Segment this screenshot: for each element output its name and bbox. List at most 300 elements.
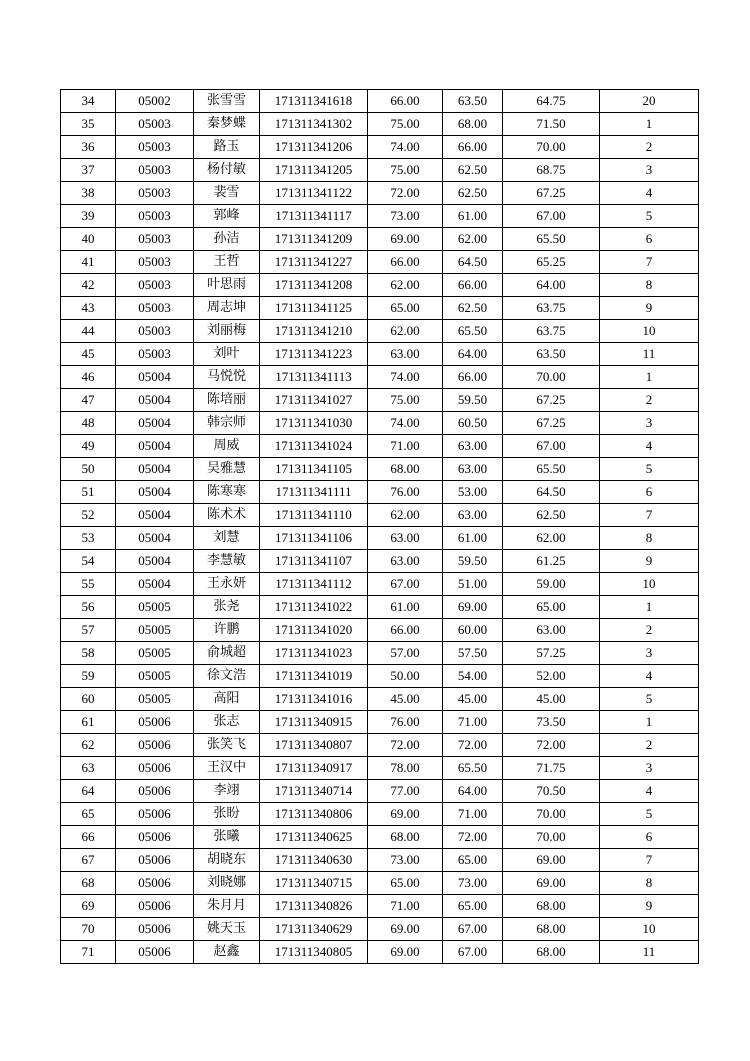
name-cell: 张盼 (194, 803, 260, 826)
seq-number-cell: 38 (61, 182, 116, 205)
written-score-cell: 65.00 (368, 297, 443, 320)
seq-number-cell: 43 (61, 297, 116, 320)
table-row (61, 90, 699, 113)
table-row (61, 159, 699, 182)
table-row (61, 343, 699, 366)
written-score-cell: 74.00 (368, 136, 443, 159)
table-row (61, 251, 699, 274)
total-score-cell: 70.00 (503, 366, 600, 389)
exam-id-cell: 171311341122 (260, 182, 368, 205)
table-row (61, 734, 699, 757)
name-cell: 陈培丽 (194, 389, 260, 412)
table-row (61, 573, 699, 596)
table-row (61, 113, 699, 136)
interview-score-cell: 64.00 (443, 780, 503, 803)
exam-id-cell: 171311341117 (260, 205, 368, 228)
written-score-cell: 69.00 (368, 228, 443, 251)
interview-score-cell: 63.00 (443, 458, 503, 481)
seq-number-cell: 61 (61, 711, 116, 734)
written-score-cell: 75.00 (368, 113, 443, 136)
exam-id-cell: 171311341022 (260, 596, 368, 619)
rank-cell: 4 (600, 182, 699, 205)
table-row (61, 780, 699, 803)
written-score-cell: 68.00 (368, 458, 443, 481)
table-row (61, 435, 699, 458)
total-score-cell: 67.00 (503, 435, 600, 458)
total-score-cell: 64.75 (503, 90, 600, 113)
rank-cell: 3 (600, 757, 699, 780)
rank-cell: 11 (600, 941, 699, 964)
written-score-cell: 75.00 (368, 389, 443, 412)
exam-id-cell: 171311341302 (260, 113, 368, 136)
exam-id-cell: 171311341227 (260, 251, 368, 274)
interview-score-cell: 64.50 (443, 251, 503, 274)
name-cell: 刘晓娜 (194, 872, 260, 895)
rank-cell: 6 (600, 826, 699, 849)
written-score-cell: 73.00 (368, 205, 443, 228)
interview-score-cell: 54.00 (443, 665, 503, 688)
seq-number-cell: 50 (61, 458, 116, 481)
rank-cell: 10 (600, 918, 699, 941)
exam-id-cell: 171311341030 (260, 412, 368, 435)
position-code-cell: 05005 (116, 596, 194, 619)
interview-score-cell: 51.00 (443, 573, 503, 596)
exam-id-cell: 171311341023 (260, 642, 368, 665)
written-score-cell: 63.00 (368, 550, 443, 573)
rank-cell: 10 (600, 573, 699, 596)
rank-cell: 1 (600, 366, 699, 389)
seq-number-cell: 44 (61, 320, 116, 343)
rank-cell: 2 (600, 619, 699, 642)
total-score-cell: 61.25 (503, 550, 600, 573)
interview-score-cell: 72.00 (443, 734, 503, 757)
exam-id-cell: 171311341206 (260, 136, 368, 159)
total-score-cell: 69.00 (503, 849, 600, 872)
rank-cell: 8 (600, 274, 699, 297)
position-code-cell: 05003 (116, 182, 194, 205)
name-cell: 孙洁 (194, 228, 260, 251)
position-code-cell: 05004 (116, 573, 194, 596)
exam-id-cell: 171311341106 (260, 527, 368, 550)
table-row (61, 596, 699, 619)
total-score-cell: 57.25 (503, 642, 600, 665)
seq-number-cell: 46 (61, 366, 116, 389)
table-row (61, 389, 699, 412)
table-row (61, 458, 699, 481)
rank-cell: 1 (600, 711, 699, 734)
total-score-cell: 70.00 (503, 826, 600, 849)
table-row (61, 527, 699, 550)
seq-number-cell: 52 (61, 504, 116, 527)
rank-cell: 2 (600, 389, 699, 412)
interview-score-cell: 59.50 (443, 550, 503, 573)
seq-number-cell: 41 (61, 251, 116, 274)
interview-score-cell: 61.00 (443, 527, 503, 550)
interview-score-cell: 60.00 (443, 619, 503, 642)
exam-id-cell: 171311341205 (260, 159, 368, 182)
name-cell: 裴雪 (194, 182, 260, 205)
seq-number-cell: 69 (61, 895, 116, 918)
exam-id-cell: 171311341112 (260, 573, 368, 596)
written-score-cell: 75.00 (368, 159, 443, 182)
table-row (61, 297, 699, 320)
written-score-cell: 72.00 (368, 182, 443, 205)
table-row (61, 136, 699, 159)
name-cell: 周威 (194, 435, 260, 458)
position-code-cell: 05003 (116, 320, 194, 343)
exam-id-cell: 171311341110 (260, 504, 368, 527)
name-cell: 许鹏 (194, 619, 260, 642)
name-cell: 秦梦蝶 (194, 113, 260, 136)
exam-id-cell: 171311341107 (260, 550, 368, 573)
total-score-cell: 64.00 (503, 274, 600, 297)
name-cell: 李慧敏 (194, 550, 260, 573)
exam-id-cell: 171311341027 (260, 389, 368, 412)
score-table (60, 89, 699, 964)
table-row (61, 412, 699, 435)
exam-id-cell: 171311341016 (260, 688, 368, 711)
name-cell: 高阳 (194, 688, 260, 711)
exam-id-cell: 171311341111 (260, 481, 368, 504)
written-score-cell: 78.00 (368, 757, 443, 780)
exam-id-cell: 171311341223 (260, 343, 368, 366)
name-cell: 张笑飞 (194, 734, 260, 757)
interview-score-cell: 66.00 (443, 274, 503, 297)
seq-number-cell: 42 (61, 274, 116, 297)
table-row (61, 550, 699, 573)
seq-number-cell: 59 (61, 665, 116, 688)
name-cell: 张雪雪 (194, 90, 260, 113)
name-cell: 叶思雨 (194, 274, 260, 297)
written-score-cell: 74.00 (368, 366, 443, 389)
interview-score-cell: 67.00 (443, 941, 503, 964)
table-row (61, 872, 699, 895)
total-score-cell: 70.50 (503, 780, 600, 803)
exam-id-cell: 171311340826 (260, 895, 368, 918)
interview-score-cell: 72.00 (443, 826, 503, 849)
exam-id-cell: 171311341209 (260, 228, 368, 251)
rank-cell: 8 (600, 527, 699, 550)
written-score-cell: 62.00 (368, 504, 443, 527)
position-code-cell: 05003 (116, 136, 194, 159)
exam-id-cell: 171311341019 (260, 665, 368, 688)
written-score-cell: 66.00 (368, 251, 443, 274)
total-score-cell: 64.50 (503, 481, 600, 504)
seq-number-cell: 60 (61, 688, 116, 711)
rank-cell: 5 (600, 688, 699, 711)
rank-cell: 3 (600, 412, 699, 435)
position-code-cell: 05004 (116, 389, 194, 412)
written-score-cell: 45.00 (368, 688, 443, 711)
total-score-cell: 62.50 (503, 504, 600, 527)
exam-id-cell: 171311340807 (260, 734, 368, 757)
position-code-cell: 05004 (116, 481, 194, 504)
interview-score-cell: 63.00 (443, 435, 503, 458)
exam-id-cell: 171311340806 (260, 803, 368, 826)
total-score-cell: 65.25 (503, 251, 600, 274)
position-code-cell: 05004 (116, 504, 194, 527)
interview-score-cell: 63.50 (443, 90, 503, 113)
total-score-cell: 67.00 (503, 205, 600, 228)
position-code-cell: 05004 (116, 458, 194, 481)
position-code-cell: 05003 (116, 205, 194, 228)
exam-id-cell: 171311341113 (260, 366, 368, 389)
table-row (61, 826, 699, 849)
interview-score-cell: 62.50 (443, 297, 503, 320)
interview-score-cell: 62.50 (443, 159, 503, 182)
rank-cell: 4 (600, 665, 699, 688)
table-row (61, 366, 699, 389)
written-score-cell: 63.00 (368, 343, 443, 366)
position-code-cell: 05005 (116, 642, 194, 665)
name-cell: 郭峰 (194, 205, 260, 228)
seq-number-cell: 54 (61, 550, 116, 573)
written-score-cell: 69.00 (368, 941, 443, 964)
name-cell: 朱月月 (194, 895, 260, 918)
exam-id-cell: 171311340714 (260, 780, 368, 803)
seq-number-cell: 39 (61, 205, 116, 228)
total-score-cell: 52.00 (503, 665, 600, 688)
position-code-cell: 05005 (116, 619, 194, 642)
table-row (61, 205, 699, 228)
seq-number-cell: 65 (61, 803, 116, 826)
position-code-cell: 05006 (116, 849, 194, 872)
position-code-cell: 05006 (116, 895, 194, 918)
seq-number-cell: 48 (61, 412, 116, 435)
exam-id-cell: 171311340805 (260, 941, 368, 964)
rank-cell: 10 (600, 320, 699, 343)
rank-cell: 7 (600, 849, 699, 872)
table-row (61, 849, 699, 872)
total-score-cell: 63.50 (503, 343, 600, 366)
seq-number-cell: 45 (61, 343, 116, 366)
position-code-cell: 05004 (116, 527, 194, 550)
exam-id-cell: 171311341210 (260, 320, 368, 343)
seq-number-cell: 37 (61, 159, 116, 182)
seq-number-cell: 71 (61, 941, 116, 964)
interview-score-cell: 59.50 (443, 389, 503, 412)
total-score-cell: 63.75 (503, 320, 600, 343)
name-cell: 王永妍 (194, 573, 260, 596)
total-score-cell: 63.75 (503, 297, 600, 320)
rank-cell: 2 (600, 734, 699, 757)
rank-cell: 9 (600, 297, 699, 320)
exam-id-cell: 171311341208 (260, 274, 368, 297)
position-code-cell: 05002 (116, 90, 194, 113)
exam-id-cell: 171311340630 (260, 849, 368, 872)
table-row (61, 274, 699, 297)
name-cell: 王汉中 (194, 757, 260, 780)
name-cell: 路玉 (194, 136, 260, 159)
rank-cell: 9 (600, 550, 699, 573)
interview-score-cell: 69.00 (443, 596, 503, 619)
table-row (61, 918, 699, 941)
interview-score-cell: 64.00 (443, 343, 503, 366)
table-row (61, 665, 699, 688)
rank-cell: 6 (600, 228, 699, 251)
seq-number-cell: 34 (61, 90, 116, 113)
total-score-cell: 65.50 (503, 228, 600, 251)
written-score-cell: 76.00 (368, 481, 443, 504)
table-row (61, 481, 699, 504)
total-score-cell: 68.00 (503, 941, 600, 964)
rank-cell: 4 (600, 435, 699, 458)
total-score-cell: 70.00 (503, 803, 600, 826)
name-cell: 徐文浩 (194, 665, 260, 688)
position-code-cell: 05003 (116, 251, 194, 274)
rank-cell: 1 (600, 596, 699, 619)
position-code-cell: 05006 (116, 803, 194, 826)
interview-score-cell: 71.00 (443, 803, 503, 826)
name-cell: 王哲 (194, 251, 260, 274)
name-cell: 周志坤 (194, 297, 260, 320)
position-code-cell: 05006 (116, 711, 194, 734)
position-code-cell: 05003 (116, 343, 194, 366)
name-cell: 陈术术 (194, 504, 260, 527)
rank-cell: 2 (600, 136, 699, 159)
table-row (61, 320, 699, 343)
written-score-cell: 76.00 (368, 711, 443, 734)
seq-number-cell: 68 (61, 872, 116, 895)
written-score-cell: 57.00 (368, 642, 443, 665)
rank-cell: 5 (600, 458, 699, 481)
seq-number-cell: 67 (61, 849, 116, 872)
written-score-cell: 69.00 (368, 803, 443, 826)
seq-number-cell: 62 (61, 734, 116, 757)
rank-cell: 3 (600, 642, 699, 665)
interview-score-cell: 73.00 (443, 872, 503, 895)
interview-score-cell: 71.00 (443, 711, 503, 734)
name-cell: 吴雅慧 (194, 458, 260, 481)
interview-score-cell: 62.50 (443, 182, 503, 205)
seq-number-cell: 58 (61, 642, 116, 665)
table-row (61, 642, 699, 665)
written-score-cell: 66.00 (368, 90, 443, 113)
name-cell: 陈寒寒 (194, 481, 260, 504)
written-score-cell: 72.00 (368, 734, 443, 757)
exam-id-cell: 171311341618 (260, 90, 368, 113)
table-row (61, 688, 699, 711)
written-score-cell: 63.00 (368, 527, 443, 550)
total-score-cell: 67.25 (503, 182, 600, 205)
position-code-cell: 05006 (116, 826, 194, 849)
table-row (61, 182, 699, 205)
total-score-cell: 65.00 (503, 596, 600, 619)
rank-cell: 7 (600, 504, 699, 527)
interview-score-cell: 60.50 (443, 412, 503, 435)
seq-number-cell: 63 (61, 757, 116, 780)
written-score-cell: 68.00 (368, 826, 443, 849)
name-cell: 姚天玉 (194, 918, 260, 941)
written-score-cell: 77.00 (368, 780, 443, 803)
total-score-cell: 68.75 (503, 159, 600, 182)
interview-score-cell: 61.00 (443, 205, 503, 228)
total-score-cell: 62.00 (503, 527, 600, 550)
name-cell: 韩宗师 (194, 412, 260, 435)
total-score-cell: 67.25 (503, 412, 600, 435)
written-score-cell: 74.00 (368, 412, 443, 435)
position-code-cell: 05006 (116, 941, 194, 964)
exam-id-cell: 171311341125 (260, 297, 368, 320)
interview-score-cell: 65.50 (443, 757, 503, 780)
seq-number-cell: 40 (61, 228, 116, 251)
table-row (61, 619, 699, 642)
position-code-cell: 05003 (116, 159, 194, 182)
rank-cell: 3 (600, 159, 699, 182)
seq-number-cell: 70 (61, 918, 116, 941)
seq-number-cell: 49 (61, 435, 116, 458)
written-score-cell: 67.00 (368, 573, 443, 596)
position-code-cell: 05003 (116, 274, 194, 297)
interview-score-cell: 65.00 (443, 895, 503, 918)
total-score-cell: 72.00 (503, 734, 600, 757)
total-score-cell: 59.00 (503, 573, 600, 596)
name-cell: 马悦悦 (194, 366, 260, 389)
interview-score-cell: 66.00 (443, 366, 503, 389)
name-cell: 张志 (194, 711, 260, 734)
rank-cell: 20 (600, 90, 699, 113)
total-score-cell: 65.50 (503, 458, 600, 481)
rank-cell: 1 (600, 113, 699, 136)
score-table-body (61, 90, 699, 964)
name-cell: 赵鑫 (194, 941, 260, 964)
interview-score-cell: 57.50 (443, 642, 503, 665)
position-code-cell: 05006 (116, 918, 194, 941)
written-score-cell: 62.00 (368, 320, 443, 343)
seq-number-cell: 57 (61, 619, 116, 642)
written-score-cell: 71.00 (368, 435, 443, 458)
interview-score-cell: 62.00 (443, 228, 503, 251)
written-score-cell: 69.00 (368, 918, 443, 941)
written-score-cell: 65.00 (368, 872, 443, 895)
total-score-cell: 71.50 (503, 113, 600, 136)
rank-cell: 8 (600, 872, 699, 895)
exam-id-cell: 171311341024 (260, 435, 368, 458)
exam-id-cell: 171311341020 (260, 619, 368, 642)
exam-id-cell: 171311340915 (260, 711, 368, 734)
name-cell: 胡晓东 (194, 849, 260, 872)
position-code-cell: 05006 (116, 734, 194, 757)
seq-number-cell: 36 (61, 136, 116, 159)
total-score-cell: 70.00 (503, 136, 600, 159)
position-code-cell: 05004 (116, 412, 194, 435)
total-score-cell: 67.25 (503, 389, 600, 412)
total-score-cell: 63.00 (503, 619, 600, 642)
position-code-cell: 05006 (116, 757, 194, 780)
name-cell: 刘慧 (194, 527, 260, 550)
interview-score-cell: 53.00 (443, 481, 503, 504)
seq-number-cell: 35 (61, 113, 116, 136)
seq-number-cell: 51 (61, 481, 116, 504)
rank-cell: 11 (600, 343, 699, 366)
name-cell: 李翊 (194, 780, 260, 803)
table-row (61, 941, 699, 964)
exam-id-cell: 171311340715 (260, 872, 368, 895)
total-score-cell: 45.00 (503, 688, 600, 711)
seq-number-cell: 66 (61, 826, 116, 849)
total-score-cell: 73.50 (503, 711, 600, 734)
rank-cell: 4 (600, 780, 699, 803)
position-code-cell: 05004 (116, 550, 194, 573)
written-score-cell: 62.00 (368, 274, 443, 297)
name-cell: 刘丽梅 (194, 320, 260, 343)
interview-score-cell: 68.00 (443, 113, 503, 136)
exam-id-cell: 171311341105 (260, 458, 368, 481)
rank-cell: 9 (600, 895, 699, 918)
total-score-cell: 69.00 (503, 872, 600, 895)
position-code-cell: 05005 (116, 665, 194, 688)
table-row (61, 711, 699, 734)
